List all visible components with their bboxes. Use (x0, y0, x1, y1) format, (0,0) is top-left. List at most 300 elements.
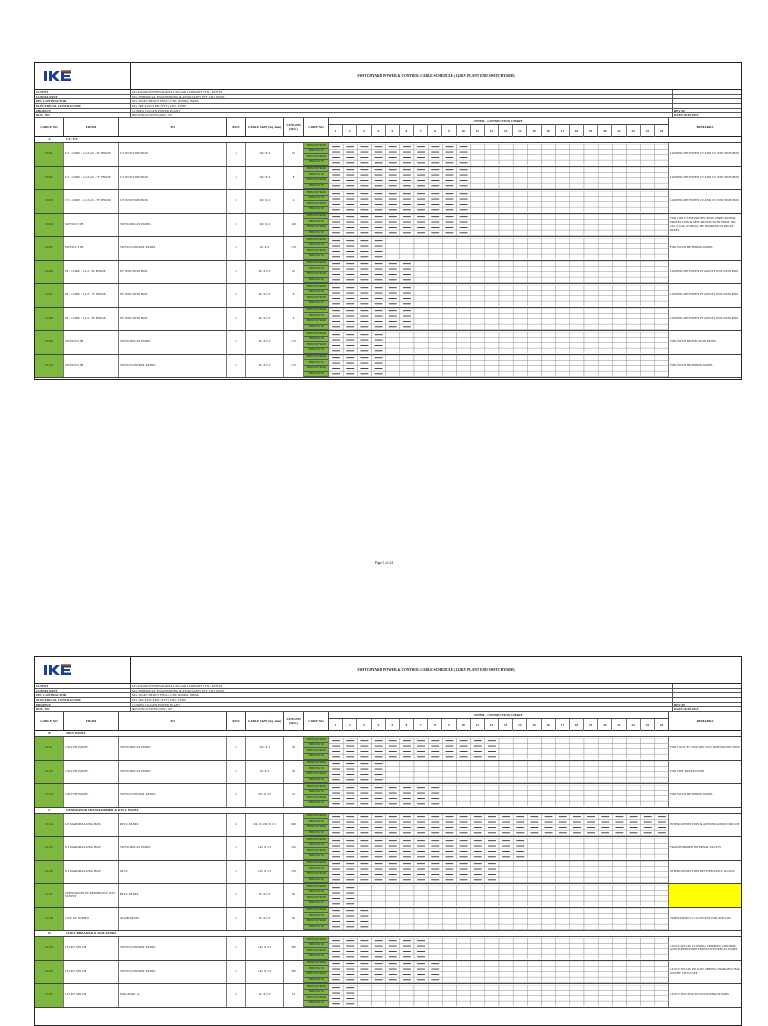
core-cell (428, 761, 442, 766)
core-cell (400, 890, 414, 895)
cable-length: 20 (284, 908, 304, 931)
core-grid (329, 961, 668, 983)
core-cell (598, 943, 612, 948)
core-cell (584, 772, 598, 777)
core-cell (627, 738, 641, 743)
core-cell (485, 990, 499, 995)
core-cell (414, 914, 428, 919)
term-label: TERM NO FROM (304, 342, 328, 348)
core-cell (457, 332, 471, 337)
core-cell (471, 790, 485, 795)
core-cell (471, 254, 485, 259)
core-cell (612, 919, 626, 924)
term-label: TERM NO FROM (304, 190, 328, 196)
cable-from: PT - CORE - 1,2,3 - 'B' PHASE (64, 308, 119, 331)
core-cell (584, 977, 598, 982)
core-cell (414, 319, 428, 324)
core-cell (556, 285, 570, 290)
core-cell (627, 767, 641, 772)
page-footer: Page 1 of 24 (374, 561, 394, 565)
core-cell (527, 290, 541, 295)
core-cell (542, 924, 556, 929)
info-label: DOC. NO (35, 113, 131, 117)
core-cell (584, 738, 598, 743)
core-cell (357, 995, 371, 1000)
schedule-body (35, 731, 741, 1008)
core-cell (513, 267, 527, 272)
core-cell (471, 230, 485, 235)
cable-no: CC02 (35, 167, 64, 190)
core-cell (570, 319, 584, 324)
core-cell (598, 366, 612, 371)
core-cell (655, 160, 668, 165)
core-cell (485, 948, 499, 953)
core-cell (442, 972, 456, 977)
cable-no: CC07 (35, 284, 64, 307)
core-grid-cell (329, 331, 669, 354)
term-label: TERM NO TO (304, 207, 328, 213)
core-cell (428, 885, 442, 890)
core-cell (513, 790, 527, 795)
core-cell (471, 154, 485, 159)
core-cell (584, 319, 598, 324)
core-cell (655, 801, 668, 806)
core-cell (570, 290, 584, 295)
core-cell (513, 167, 527, 172)
core-cell (499, 366, 513, 371)
core-cell (471, 355, 485, 360)
core-cell (570, 995, 584, 1000)
core-cell (527, 777, 541, 782)
core-cell (641, 319, 655, 324)
core-cell (542, 149, 556, 154)
core-cell (499, 196, 513, 201)
core-cell (499, 144, 513, 149)
core-cell (598, 261, 612, 266)
term-label: TERM NO TO (304, 231, 328, 237)
core-cell (527, 801, 541, 806)
core-cell (400, 924, 414, 929)
core-cell (457, 914, 471, 919)
core-cell (627, 995, 641, 1000)
col-cable-no: CABLE NO (35, 118, 64, 136)
core-cell (627, 214, 641, 219)
core-cell (457, 890, 471, 895)
core-cell (457, 772, 471, 777)
core-cell (612, 225, 626, 230)
core-cell (499, 990, 513, 995)
core-cell (471, 308, 485, 313)
project-info (35, 90, 741, 118)
core-cell (457, 961, 471, 966)
core-number: 19 (584, 125, 598, 137)
core-cell (457, 895, 471, 900)
core-cell (527, 272, 541, 277)
core-cell (598, 1001, 612, 1006)
core-cell (570, 144, 584, 149)
core-cell (556, 319, 570, 324)
core-cell (513, 225, 527, 230)
core-number: 13 (499, 719, 513, 731)
core-cell (627, 191, 641, 196)
core-cell (598, 355, 612, 360)
cable-run: 1 (227, 331, 246, 354)
cable-row (35, 308, 741, 332)
core-number-strip (329, 125, 668, 137)
core-cell (556, 790, 570, 795)
core-cell (485, 154, 499, 159)
core-cell (485, 319, 499, 324)
core-cell (414, 272, 428, 277)
col-to: TO (119, 118, 227, 136)
core-cell (584, 314, 598, 319)
core-cell (513, 877, 527, 882)
core-cell (641, 919, 655, 924)
core-cell (641, 901, 655, 906)
term-label: TERM NO TO (304, 278, 328, 284)
cable-from: 11KV HT PANEL (64, 761, 119, 784)
core-cell (485, 248, 499, 253)
core-cell (570, 838, 584, 843)
core-cell (627, 990, 641, 995)
core-cell (386, 885, 400, 890)
core-cell (584, 801, 598, 806)
core-cell (598, 914, 612, 919)
core-cell (542, 267, 556, 272)
core-cell (655, 144, 668, 149)
cable-length: 600 (284, 814, 304, 837)
core-cell (471, 272, 485, 277)
core-cell (627, 308, 641, 313)
core-cell (471, 191, 485, 196)
core-cell (414, 355, 428, 360)
core-cell (627, 761, 641, 766)
core-cell (584, 972, 598, 977)
core-grid-cell (329, 143, 669, 166)
cable-remarks: FOR SWYD METERING PANEL (670, 362, 714, 367)
core-cell (457, 355, 471, 360)
core-cell (471, 795, 485, 800)
core-cell (627, 267, 641, 272)
core-cell (641, 191, 655, 196)
core-cell (556, 895, 570, 900)
core-grid-cell (329, 884, 669, 907)
term-label: TERM NO FROM (304, 837, 328, 843)
core-cell (542, 154, 556, 159)
core-cell (641, 738, 655, 743)
core-cell (527, 308, 541, 313)
cable-size: 2C X 2.5 (246, 908, 284, 931)
core-cell (655, 319, 668, 324)
core-cell (584, 225, 598, 230)
info-label: ELECTRICAL CONTRACTOR (35, 698, 131, 702)
core-cell (655, 985, 668, 990)
core-cell (627, 160, 641, 165)
core-cell (428, 301, 442, 306)
core-cell (641, 248, 655, 253)
core-cell (471, 1001, 485, 1006)
core-number: 16 (542, 125, 556, 137)
info-label: CLIENT (35, 684, 131, 688)
core-cell (386, 366, 400, 371)
core-cell (556, 801, 570, 806)
core-cell (641, 308, 655, 313)
core-cell (542, 285, 556, 290)
core-cell (471, 943, 485, 948)
core-cell (542, 877, 556, 882)
core-cell (499, 230, 513, 235)
core-cell (627, 238, 641, 243)
core-cell (598, 738, 612, 743)
cable-row (35, 214, 741, 238)
core-cell (513, 230, 527, 235)
core-cell (570, 332, 584, 337)
core-cell (556, 754, 570, 759)
core-cell (641, 795, 655, 800)
core-cell (641, 948, 655, 953)
core-cell (641, 214, 655, 219)
cable-length: 172 (284, 331, 304, 354)
core-cell (584, 301, 598, 306)
core-cell (527, 938, 541, 943)
core-cell (499, 314, 513, 319)
core-cell (570, 301, 584, 306)
term-label: TERM NO TO (304, 754, 328, 760)
core-cell (641, 285, 655, 290)
core-cell (598, 861, 612, 866)
cable-to: SWYD CONTROL PANEL (119, 961, 227, 984)
cable-size: 12C X 4 (246, 737, 284, 760)
core-cell (400, 901, 414, 906)
cable-run: 1 (227, 308, 246, 331)
schedule-sheet-1 (34, 62, 742, 380)
cable-row (35, 861, 741, 885)
core-cell (400, 361, 414, 366)
core-cell (527, 943, 541, 948)
core-cell (612, 995, 626, 1000)
core-cell (598, 972, 612, 977)
core-grid (329, 738, 668, 760)
core-number: 1 (329, 125, 343, 137)
cable-to: SWYD RELAY PANEL (119, 761, 227, 784)
core-cell (570, 272, 584, 277)
core-cell (598, 748, 612, 753)
core-cell (442, 790, 456, 795)
cable-row (35, 937, 741, 961)
core-cell (655, 332, 668, 337)
core-number: 13 (499, 125, 513, 137)
core-cell (598, 990, 612, 995)
core-cell (527, 838, 541, 843)
core-cell (598, 795, 612, 800)
cable-from: SWYD PT JB (64, 355, 119, 378)
core-cell (527, 178, 541, 183)
core-grid-cell (329, 784, 669, 807)
core-cell (499, 961, 513, 966)
core-cell (612, 277, 626, 282)
core-cell (485, 314, 499, 319)
schedule-body (35, 137, 741, 378)
core-cell (457, 919, 471, 924)
interconnection-title: INTER - CONNECTION CHART (329, 118, 668, 125)
core-cell (556, 267, 570, 272)
cable-from: PT - CORE - 1,2,3 - 'R' PHASE (64, 261, 119, 284)
core-cell (527, 990, 541, 995)
cable-size: 4C X 2.5 (246, 331, 284, 354)
core-cell (570, 196, 584, 201)
term-labels (304, 261, 329, 284)
core-cell (612, 207, 626, 212)
core-cell (386, 919, 400, 924)
core-cell (598, 196, 612, 201)
cable-remarks: FOR STEF PROTECTION (670, 768, 705, 773)
core-cell (527, 761, 541, 766)
core-cell (641, 1001, 655, 1006)
core-cell (457, 777, 471, 782)
core-cell (556, 767, 570, 772)
core-cell (527, 919, 541, 924)
core-cell (414, 777, 428, 782)
core-cell (471, 954, 485, 959)
cable-no: CC19 (35, 937, 64, 960)
core-cell (612, 371, 626, 376)
cable-remarks: 132 KV SF6 CB, PR LOW, SPRING CHARGED CB & ON/OFF CB TO CRP (670, 967, 740, 975)
term-label: TERM NO TO (304, 925, 328, 931)
core-cell (655, 243, 668, 248)
document-title: SWITCHYARD POWER & CONTROL CABLE SCHEDULE (132KV PLANT END SWITCHYARD) (357, 668, 515, 672)
core-cell (598, 149, 612, 154)
term-label: TERM NO TO (304, 878, 328, 884)
core-number: 17 (556, 125, 570, 137)
core-cell (442, 238, 456, 243)
core-cell (428, 243, 442, 248)
term-label: TERM NO TO (304, 219, 328, 225)
core-cell (627, 954, 641, 959)
core-cell (641, 843, 655, 848)
cable-to: CT JUNCTION BOX (119, 167, 227, 190)
cable-to: SWYD CONTROL PANEL (119, 937, 227, 960)
core-cell (556, 919, 570, 924)
core-cell (527, 267, 541, 272)
core-cell (542, 361, 556, 366)
core-cell (641, 220, 655, 225)
core-number: 23 (641, 125, 655, 137)
core-cell (471, 348, 485, 353)
core-cell (386, 355, 400, 360)
cable-no: CC05 (35, 237, 64, 260)
core-cell (485, 777, 499, 782)
core-cell (542, 178, 556, 183)
core-cell (627, 785, 641, 790)
core-cell (457, 924, 471, 929)
core-cell (542, 342, 556, 347)
core-cell (612, 178, 626, 183)
term-label: TERM NO FROM (304, 784, 328, 790)
core-cell (655, 220, 668, 225)
core-cell (598, 348, 612, 353)
core-cell (556, 995, 570, 1000)
core-number: 15 (527, 719, 541, 731)
core-cell (612, 901, 626, 906)
core-cell (499, 332, 513, 337)
core-cell (570, 149, 584, 154)
cable-row (35, 837, 741, 861)
core-cell (400, 985, 414, 990)
core-cell (442, 272, 456, 277)
cable-to: SWYD CONTROL PANEL (119, 237, 227, 260)
core-grid (329, 144, 668, 166)
core-cell (655, 961, 668, 966)
core-cell (499, 943, 513, 948)
core-cell (641, 314, 655, 319)
core-cell (513, 948, 527, 953)
core-cell (556, 838, 570, 843)
core-cell (527, 977, 541, 982)
cable-row (35, 961, 741, 985)
core-cell (542, 261, 556, 266)
core-cell (612, 144, 626, 149)
core-cell (655, 948, 668, 953)
core-number: 9 (442, 125, 456, 137)
core-cell (513, 895, 527, 900)
core-cell (598, 314, 612, 319)
core-cell (471, 201, 485, 206)
core-cell (556, 795, 570, 800)
core-cell (485, 885, 499, 890)
info-label: CONSULTANT (35, 689, 131, 693)
core-cell (542, 861, 556, 866)
core-cell (584, 843, 598, 848)
core-cell (584, 178, 598, 183)
core-cell (641, 990, 655, 995)
core-cell (386, 243, 400, 248)
core-cell (584, 348, 598, 353)
core-cell (386, 238, 400, 243)
term-labels (304, 937, 329, 960)
section-id: C (48, 807, 51, 812)
core-cell (598, 191, 612, 196)
cable-size: 10C X 4 (246, 167, 284, 190)
core-cell (400, 371, 414, 376)
core-cell (513, 207, 527, 212)
core-number: 19 (584, 719, 598, 731)
cable-no: CC09 (35, 331, 64, 354)
core-cell (612, 154, 626, 159)
core-cell (499, 178, 513, 183)
core-cell (641, 225, 655, 230)
core-cell (457, 967, 471, 972)
core-cell (527, 214, 541, 219)
term-label: TERM NO FROM (304, 772, 328, 778)
core-cell (584, 267, 598, 272)
core-cell (414, 267, 428, 272)
core-cell (513, 220, 527, 225)
core-cell (457, 295, 471, 300)
core-cell (499, 342, 513, 347)
core-grid-cell (329, 214, 669, 237)
core-cell (655, 967, 668, 972)
cable-to: OLTC (119, 861, 227, 884)
core-cell (598, 272, 612, 277)
core-cell (584, 785, 598, 790)
core-cell (485, 355, 499, 360)
core-cell (386, 990, 400, 995)
core-cell (428, 295, 442, 300)
cable-length: 175 (284, 355, 304, 378)
cable-to: SWYD CONTROL PANEL (119, 355, 227, 378)
core-grid (329, 214, 668, 236)
core-number: 18 (570, 719, 584, 731)
